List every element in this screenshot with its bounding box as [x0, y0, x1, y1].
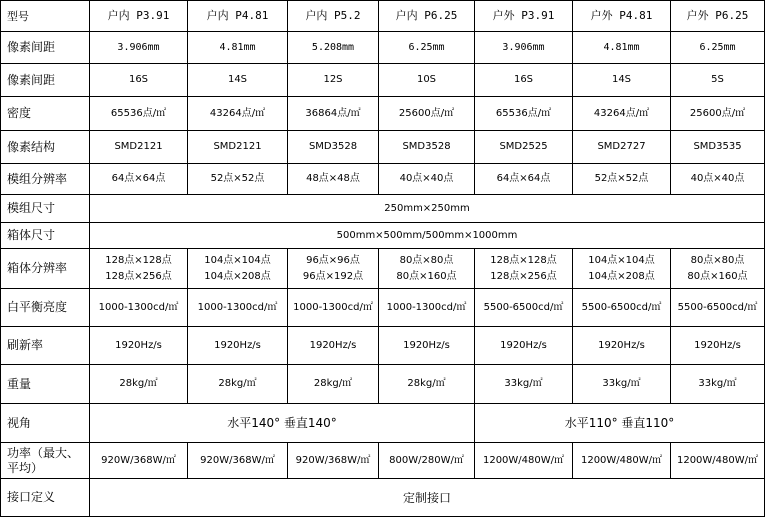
table-cell: 64点×64点: [90, 164, 188, 195]
cabinet-res-line: 96点×96点: [306, 254, 360, 266]
table-cell: 1920Hz/s: [671, 327, 765, 365]
table-cell: 6.25mm: [379, 32, 475, 64]
table-cell: 1200W/480W/㎡: [475, 443, 573, 479]
pixel-pitch-row: [1, 32, 765, 64]
brightness-row: [1, 289, 765, 327]
table-cell: 25600点/㎡: [379, 97, 475, 131]
table-cell: 52点×52点: [573, 164, 671, 195]
cabinet-res-line: 128点×128点: [490, 254, 557, 266]
table-cell: 1920Hz/s: [379, 327, 475, 365]
power-row: [1, 443, 765, 479]
row-label-interface: 接口定义: [1, 479, 90, 517]
table-cell: 1920Hz/s: [288, 327, 379, 365]
interface-value: 定制接口: [90, 479, 765, 517]
model-name: 户内 P3.91: [90, 1, 188, 32]
table-cell: 4.81mm: [188, 32, 288, 64]
interface-row: [1, 479, 765, 517]
row-label-refresh: 刷新率: [1, 327, 90, 365]
cabinet-res-line: 128点×256点: [490, 270, 557, 282]
table-cell: 40点×40点: [379, 164, 475, 195]
table-cell: 33kg/㎡: [475, 365, 573, 404]
table-cell: 52点×52点: [188, 164, 288, 195]
model-name: 户外 P4.81: [573, 1, 671, 32]
cabinet-size-row: [1, 223, 765, 249]
row-label-power: 功率（最大、平均）: [1, 443, 90, 479]
table-cell: 16S: [90, 64, 188, 97]
table-cell: 10S: [379, 64, 475, 97]
row-label-viewing-angle: 视角: [1, 404, 90, 443]
table-cell: SMD3528: [288, 131, 379, 164]
density-row: [1, 97, 765, 131]
table-cell: 1920Hz/s: [475, 327, 573, 365]
table-cell: 28kg/㎡: [379, 365, 475, 404]
table-cell: 28kg/㎡: [288, 365, 379, 404]
weight-row: [1, 365, 765, 404]
table-cell: [188, 249, 288, 289]
table-cell: 36864点/㎡: [288, 97, 379, 131]
table-cell: 43264点/㎡: [188, 97, 288, 131]
cabinet-res-line: 80点×80点: [690, 254, 745, 266]
table-cell: 40点×40点: [671, 164, 765, 195]
row-label-pixel-pitch: 像素间距: [1, 32, 90, 64]
cabinet-res-line: 128点×128点: [105, 254, 172, 266]
table-cell: 1000-1300cd/㎡: [90, 289, 188, 327]
table-cell: 3.906mm: [475, 32, 573, 64]
row-label-density: 密度: [1, 97, 90, 131]
table-cell: 64点×64点: [475, 164, 573, 195]
cabinet-res-line: 104点×208点: [204, 270, 271, 282]
row-label-scan: 像素间距: [1, 64, 90, 97]
cabinet-res-line: 104点×104点: [588, 254, 655, 266]
pixel-structure-row: [1, 131, 765, 164]
table-cell: [90, 249, 188, 289]
row-label-cabinet-resolution: 箱体分辨率: [1, 249, 90, 289]
table-cell: SMD2121: [90, 131, 188, 164]
row-label-model: 型号: [1, 1, 90, 32]
viewing-angle-indoor: 水平140° 垂直140°: [90, 404, 475, 443]
table-cell: 1920Hz/s: [573, 327, 671, 365]
table-cell: [288, 249, 379, 289]
table-cell: SMD3535: [671, 131, 765, 164]
table-cell: 3.906mm: [90, 32, 188, 64]
table-cell: 65536点/㎡: [90, 97, 188, 131]
table-cell: 1920Hz/s: [90, 327, 188, 365]
table-cell: 33kg/㎡: [671, 365, 765, 404]
table-cell: 1000-1300cd/㎡: [288, 289, 379, 327]
table-cell: 920W/368W/㎡: [288, 443, 379, 479]
row-label-pixel-structure: 像素结构: [1, 131, 90, 164]
table-cell: 5500-6500cd/㎡: [671, 289, 765, 327]
table-cell: 4.81mm: [573, 32, 671, 64]
table-cell: [475, 249, 573, 289]
table-cell: [379, 249, 475, 289]
table-cell: 5500-6500cd/㎡: [573, 289, 671, 327]
table-cell: 14S: [573, 64, 671, 97]
table-cell: 800W/280W/㎡: [379, 443, 475, 479]
table-cell: 1000-1300cd/㎡: [379, 289, 475, 327]
table-cell: 5500-6500cd/㎡: [475, 289, 573, 327]
table-cell: 14S: [188, 64, 288, 97]
table-cell: 16S: [475, 64, 573, 97]
viewing-angle-outdoor: 水平110° 垂直110°: [475, 404, 765, 443]
cabinet-res-line: 80点×160点: [396, 270, 457, 282]
module-resolution-row: [1, 164, 765, 195]
model-name: 户外 P6.25: [671, 1, 765, 32]
table-cell: SMD3528: [379, 131, 475, 164]
table-cell: SMD2121: [188, 131, 288, 164]
table-cell: 5.208mm: [288, 32, 379, 64]
table-cell: 1920Hz/s: [188, 327, 288, 365]
cabinet-size-value: 500mm×500mm/500mm×1000mm: [90, 223, 765, 249]
scan-row: [1, 64, 765, 97]
refresh-row: [1, 327, 765, 365]
table-cell: 43264点/㎡: [573, 97, 671, 131]
row-label-module-resolution: 模组分辨率: [1, 164, 90, 195]
table-cell: 33kg/㎡: [573, 365, 671, 404]
table-cell: [573, 249, 671, 289]
table-cell: 1200W/480W/㎡: [573, 443, 671, 479]
cabinet-res-line: 104点×104点: [204, 254, 271, 266]
table-cell: 6.25mm: [671, 32, 765, 64]
row-label-module-size: 模组尺寸: [1, 195, 90, 223]
table-cell: 28kg/㎡: [90, 365, 188, 404]
table-cell: 48点×48点: [288, 164, 379, 195]
table-cell: SMD2525: [475, 131, 573, 164]
module-size-row: [1, 195, 765, 223]
model-name: 户内 P5.2: [288, 1, 379, 32]
table-cell: 5S: [671, 64, 765, 97]
table-cell: 12S: [288, 64, 379, 97]
row-label-brightness: 白平衡亮度: [1, 289, 90, 327]
cabinet-res-line: 80点×160点: [687, 270, 748, 282]
model-header-row: [1, 1, 765, 32]
row-label-weight: 重量: [1, 365, 90, 404]
table-cell: 1000-1300cd/㎡: [188, 289, 288, 327]
row-label-cabinet-size: 箱体尺寸: [1, 223, 90, 249]
table-cell: SMD2727: [573, 131, 671, 164]
model-name: 户外 P3.91: [475, 1, 573, 32]
module-size-value: 250mm×250mm: [90, 195, 765, 223]
table-cell: 920W/368W/㎡: [90, 443, 188, 479]
model-name: 户内 P4.81: [188, 1, 288, 32]
cabinet-res-line: 80点×80点: [399, 254, 454, 266]
table-cell: 1200W/480W/㎡: [671, 443, 765, 479]
cabinet-resolution-row: [1, 249, 765, 289]
table-cell: 28kg/㎡: [188, 365, 288, 404]
cabinet-res-line: 96点×192点: [302, 270, 364, 282]
model-name: 户内 P6.25: [379, 1, 475, 32]
table-cell: [671, 249, 765, 289]
table-cell: 65536点/㎡: [475, 97, 573, 131]
viewing-angle-row: [1, 404, 765, 443]
cabinet-res-line: 104点×208点: [588, 270, 655, 282]
table-cell: 25600点/㎡: [671, 97, 765, 131]
cabinet-res-line: 128点×256点: [105, 270, 172, 282]
table-cell: 920W/368W/㎡: [188, 443, 288, 479]
